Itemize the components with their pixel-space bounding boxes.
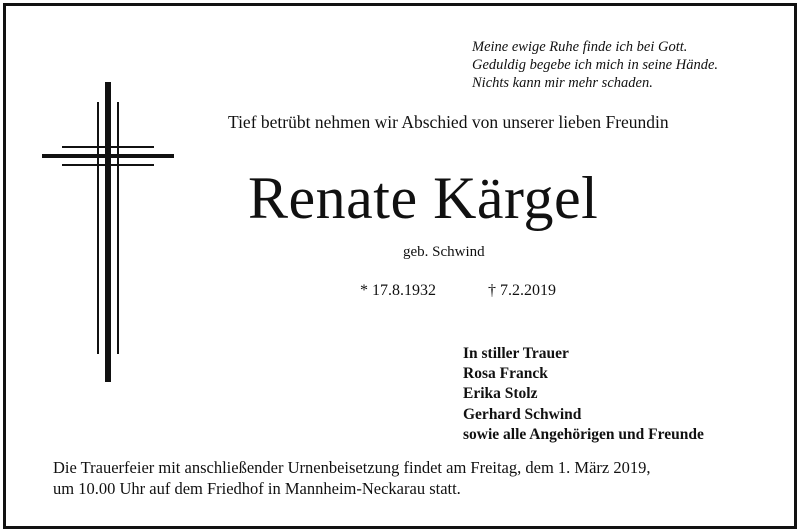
birth-name: geb. Schwind bbox=[403, 244, 485, 260]
mourner-name: Erika Stolz bbox=[463, 385, 538, 403]
notice-line: Die Trauerfeier mit anschließender Urnenbeisetzung findet am Freitag, dem 1. März 2019, bbox=[53, 458, 651, 477]
intro-text: Tief betrübt nehmen wir Abschied von unserer lieben Freundin bbox=[228, 112, 669, 132]
notice-line: um 10.00 Uhr auf dem Friedhof in Mannheim-Neckarau statt. bbox=[53, 478, 461, 498]
verse-line: Meine ewige Ruhe finde ich bei Gott. bbox=[472, 39, 688, 55]
mourners-block bbox=[463, 344, 704, 445]
verse-line: Nichts kann mir mehr schaden. bbox=[472, 75, 653, 91]
birth-date: * 17.8.1932 bbox=[360, 282, 436, 299]
mourners-heading: In stiller Trauer bbox=[463, 345, 569, 362]
verse-line: Geduldig begebe ich mich in seine Hände. bbox=[472, 57, 719, 73]
verse-block bbox=[472, 38, 718, 92]
funeral-notice bbox=[53, 458, 650, 499]
mourner-name: Rosa Franck bbox=[463, 365, 548, 383]
mourner-name: sowie alle Angehörigen und Freunde bbox=[463, 425, 704, 443]
death-date: † 7.2.2019 bbox=[488, 282, 556, 299]
mourner-name: Gerhard Schwind bbox=[463, 405, 582, 423]
deceased-name: Renate Kärgel bbox=[248, 165, 599, 231]
cross-icon bbox=[40, 82, 176, 389]
